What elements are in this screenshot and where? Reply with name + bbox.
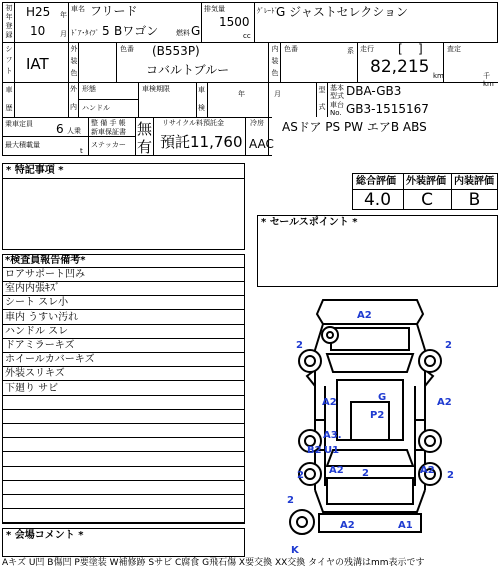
recycle-fee-value: 預託11,760 xyxy=(160,133,243,151)
max-load-unit: t xyxy=(80,147,83,155)
max-load-label: 最大積載量 xyxy=(5,141,40,149)
exterior-grade-label: 外装評価 xyxy=(406,176,446,187)
handle-label: ハンドル xyxy=(82,104,110,112)
cc-unit: cc xyxy=(243,32,251,40)
int-color-code-label: 色番 xyxy=(284,45,298,53)
inspector-report-item: 室内内張ｷｽﾞ xyxy=(3,282,244,296)
inspector-report-item xyxy=(3,438,244,452)
damage-mark: 2 xyxy=(447,470,454,481)
capacity-label: 乗車定員 xyxy=(5,120,33,128)
service-book-label: 整 備 手 帳 xyxy=(91,119,126,127)
venue-comment-title: * 会場コメント * xyxy=(6,530,84,541)
inspector-report-item: 外装スリキズ xyxy=(3,367,244,381)
basic-model-label: 基本型式 xyxy=(330,84,344,100)
damage-mark: A1 xyxy=(398,520,413,531)
damage-mark: P2 xyxy=(370,410,385,421)
assessment-unit: 千km xyxy=(483,72,494,88)
inspector-report-title: *検査員報告備考* xyxy=(3,254,244,268)
damage-mark: 2 xyxy=(362,468,369,479)
year-unit: 年 xyxy=(60,11,67,19)
damage-mark: A2 xyxy=(357,310,372,321)
inspector-report-item xyxy=(3,495,244,509)
inspection-expiry-label: 車検期限 xyxy=(142,85,170,93)
first-reg-month: 10 xyxy=(30,24,46,38)
inspector-report-item xyxy=(3,467,244,481)
color-code: (B553P) xyxy=(152,44,200,58)
inspector-report-item xyxy=(3,396,244,410)
damage-mark: A2 xyxy=(340,520,355,531)
car-damage-diagram xyxy=(285,290,455,552)
damage-mark: 2 xyxy=(287,495,294,506)
damage-mark: B2 xyxy=(307,445,322,456)
interior-grade-value: B xyxy=(468,190,481,210)
inspector-report-item: シート スレ小 xyxy=(3,296,244,310)
model-label-char: 式 xyxy=(318,103,326,111)
damage-mark: 2 xyxy=(297,470,304,481)
assessment-label: 査定 xyxy=(447,45,461,53)
int-label-char: 内 xyxy=(271,45,279,53)
ext-label-char: 色 xyxy=(70,69,78,77)
fuel-value: G xyxy=(191,24,201,38)
recycle-fee-label: リサイクル料預託金 xyxy=(162,119,225,127)
shape-label: 形態 xyxy=(82,85,96,93)
interior-grade-label: 内装評価 xyxy=(454,176,494,187)
inspector-report-item xyxy=(3,410,244,424)
ext-label-char: 装 xyxy=(70,57,78,65)
grade-value: G ジャストセレクション xyxy=(276,5,409,19)
inspector-report-item xyxy=(3,453,244,467)
exterior-grade-value: C xyxy=(421,190,433,210)
int-label-char: 装 xyxy=(271,57,279,65)
color-code-label: 色番 xyxy=(120,45,134,53)
inspector-report-item: ドアミラーキズ xyxy=(3,339,244,353)
inspection-side-top: 車 xyxy=(198,86,205,94)
chassis-label: 車台No. xyxy=(330,101,344,117)
history-label-char: 歴 xyxy=(5,104,13,112)
inspector-report-item: 車内 うすい汚れ xyxy=(3,311,244,325)
chassis-value: GB3-1515167 xyxy=(346,102,429,116)
inspection-side-bottom: 検 xyxy=(198,104,205,112)
body-type: Bワゴン xyxy=(114,24,159,38)
damage-mark: A3. xyxy=(323,430,342,441)
shift-label-char: シ xyxy=(5,45,13,53)
km-unit: km xyxy=(433,72,444,80)
inspection-month-unit: 月 xyxy=(274,90,281,98)
year-label-char: 年 xyxy=(5,13,13,21)
inner-label: 内 xyxy=(70,103,77,111)
month-unit: 月 xyxy=(60,30,67,38)
damage-mark: A2 xyxy=(329,465,344,476)
ext-label-char: 外 xyxy=(70,45,78,53)
capacity-value: 6 xyxy=(56,122,64,136)
displacement-value: 1500 xyxy=(219,15,250,29)
inspector-report-item: ロアサポート凹み xyxy=(3,268,244,282)
fuel-label: 燃料 xyxy=(176,29,190,37)
damage-legend: Aキズ U凹 B傷凹 P要塗装 W補修跡 Sサビ C腐食 G飛石傷 X要交換 XX交換 タイヤの残溝はmm表示です xyxy=(2,558,425,568)
year-label-char: 録 xyxy=(5,31,13,39)
int-color-suffix: 系 xyxy=(347,47,354,55)
door-count: 5 xyxy=(102,24,110,38)
sales-point-title: * セールスポイント * xyxy=(261,217,358,228)
overall-grade-label: 総合評価 xyxy=(356,176,396,187)
inspector-report-item xyxy=(3,481,244,495)
shift-label-char: ト xyxy=(5,67,13,75)
damage-mark: A2 xyxy=(322,397,337,408)
displacement-label: 排気量 xyxy=(204,5,225,13)
inspector-report-item xyxy=(3,509,244,523)
mileage-bracket: [ ] xyxy=(398,42,423,56)
damage-mark: G xyxy=(378,392,387,403)
basic-model-value: DBA-GB3 xyxy=(346,84,402,98)
damage-mark: 2 xyxy=(296,340,303,351)
model-label-char: 型 xyxy=(318,86,326,94)
inspector-report-item: ホイールカバーキズ xyxy=(3,353,244,367)
inspection-year-unit: 年 xyxy=(238,90,245,98)
special-notes-title: * 特記事項 * xyxy=(6,165,64,176)
inspector-report-item: 下廻り サビ xyxy=(3,382,244,396)
damage-mark: U1 xyxy=(324,445,340,456)
sticker-label: ステッカー xyxy=(91,141,126,149)
shift-label-char: フ xyxy=(5,56,13,64)
history-label-char: 車 xyxy=(5,86,13,94)
car-name: フリード xyxy=(90,4,138,18)
door-type-label: ﾄﾞｱ･ﾀｲﾌﾟ xyxy=(71,29,99,37)
int-label-char: 色 xyxy=(271,69,279,77)
year-label-char: 初 xyxy=(5,4,13,12)
mileage-value: 82,215 xyxy=(370,57,430,77)
capacity-unit: 人乗 xyxy=(67,127,81,135)
damage-mark: K xyxy=(291,545,299,556)
mileage-label: 走行 xyxy=(360,45,374,53)
damage-mark: 2 xyxy=(445,340,452,351)
car-name-label: 車名 xyxy=(71,5,85,13)
inspector-report-item xyxy=(3,424,244,438)
inspector-report-item: ハンドル スレ xyxy=(3,325,244,339)
sticker-value: 有 xyxy=(137,138,153,156)
warranty-label: 新車保証書 xyxy=(91,128,126,136)
damage-mark: A2 xyxy=(437,397,452,408)
grade-label: ｸﾞﾚｰﾄﾞ xyxy=(257,7,278,15)
equipment-list: ASドア PS PW エアB ABS xyxy=(282,120,427,134)
aircon-value: AAC xyxy=(249,137,274,151)
shift-value: IAT xyxy=(26,55,49,73)
service-book-value: 無 xyxy=(137,120,153,138)
overall-grade-value: 4.0 xyxy=(363,190,392,210)
aircon-label: 冷房 xyxy=(250,119,264,127)
outer-label: 外 xyxy=(70,85,77,93)
damage-mark: A2 xyxy=(420,465,435,476)
color-name: コバルトブルー xyxy=(146,63,230,77)
first-reg-year: H25 xyxy=(26,5,51,19)
year-label-char: 登 xyxy=(5,22,13,30)
